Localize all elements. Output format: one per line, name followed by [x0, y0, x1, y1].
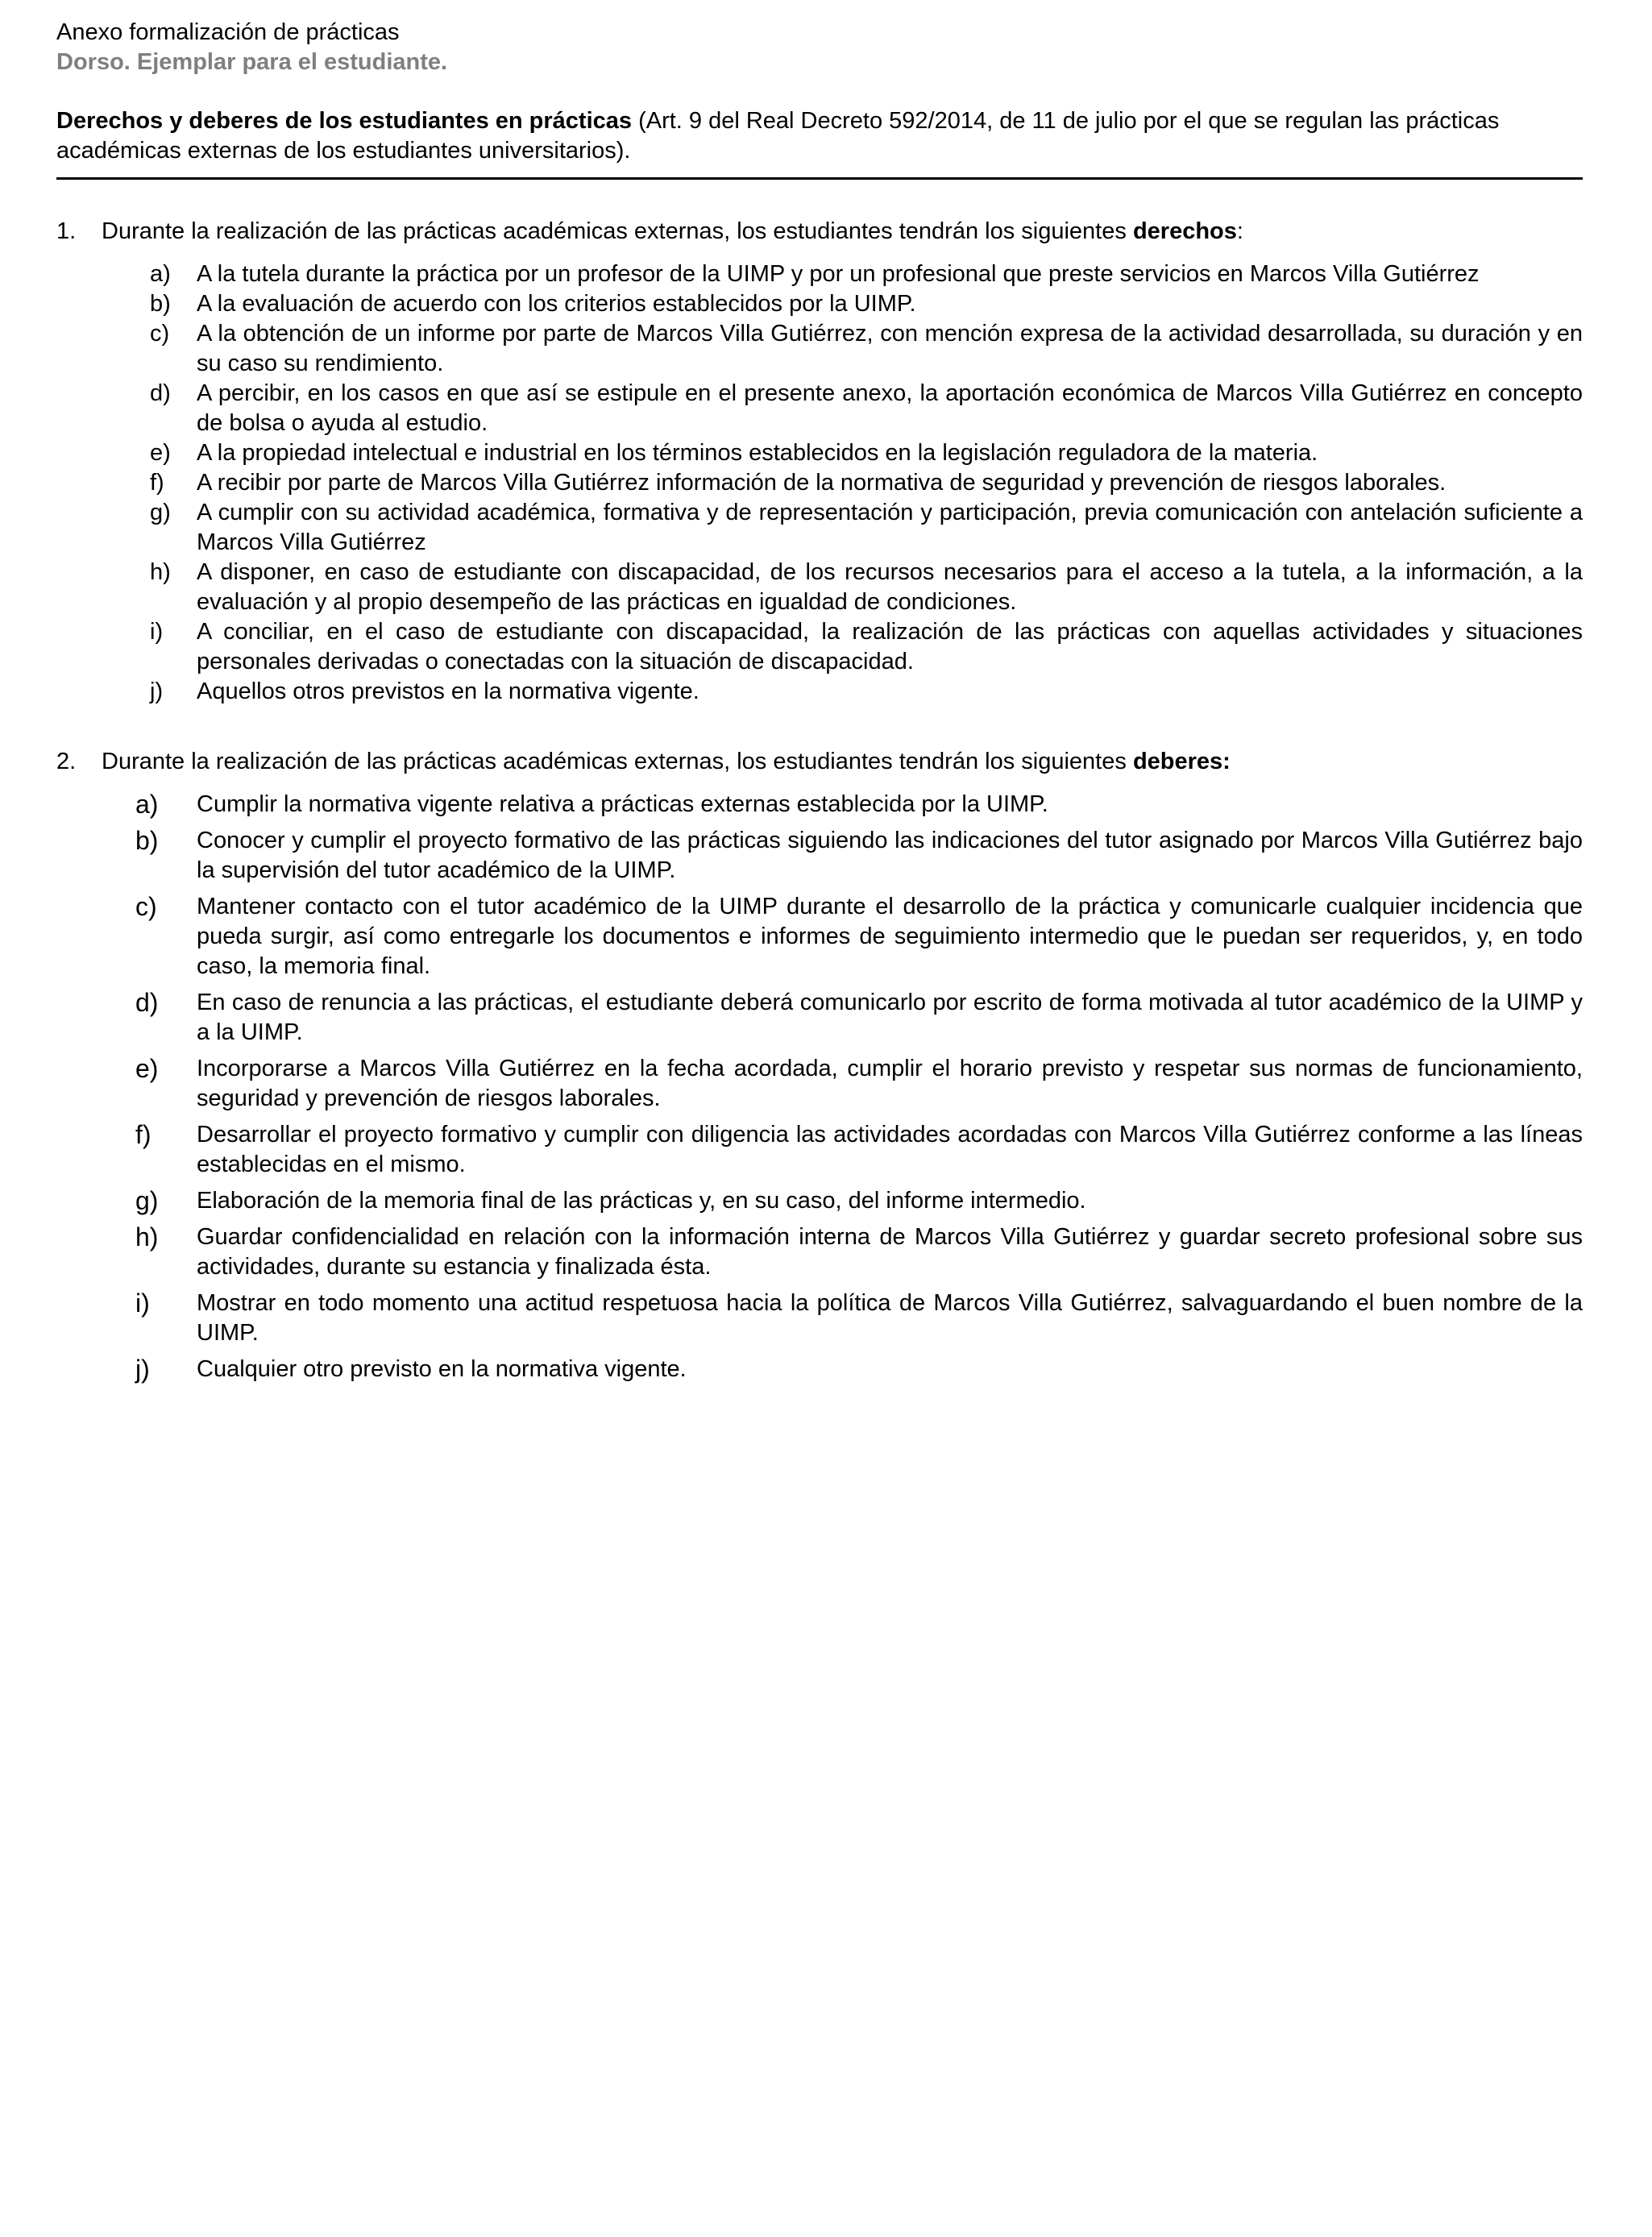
section-intro-normal: Durante la realización de las prácticas académicas externas, los estudiantes tendrán los siguientes — [102, 749, 1133, 774]
list-item — [135, 892, 1583, 982]
item-text: Cumplir la normativa vigente relativa a prácticas externas establecida por la UIMP. — [197, 791, 1048, 817]
section-items — [56, 259, 1583, 707]
list-item — [135, 826, 1583, 886]
section-items — [56, 790, 1583, 1384]
list-item — [150, 259, 1583, 289]
item-text: A la propiedad intelectual e industrial en los términos establecidos en la legislación reguladora de la materia. — [197, 440, 1318, 466]
section-intro-bold: deberes: — [1132, 749, 1231, 774]
list-item — [150, 677, 1583, 707]
section-intro — [56, 747, 1583, 777]
list-item — [135, 1186, 1583, 1216]
list-item — [135, 1289, 1583, 1348]
item-label: j) — [135, 1355, 150, 1384]
heading-normal-text: (Art. 9 del Real Decreto 592/2014, de 11 de julio por el que se regulan las prácticas académicas externas de los estudiantes universitarios). — [56, 108, 1500, 164]
section-intro-normal: Durante la realización de las prácticas académicas externas, los estudiantes tendrán los siguientes — [102, 218, 1133, 244]
section-number: 1. — [56, 218, 77, 244]
section-number: 2. — [56, 749, 77, 774]
section-intro-tail: : — [1236, 218, 1243, 244]
item-text: Guardar confidencialidad en relación con la información interna de Marcos Villa Gutiérrez y guardar secreto profesional sobre sus actividades, durante su estancia y finalizada ésta. — [197, 1224, 1583, 1280]
list-item — [150, 379, 1583, 438]
item-text: Mostrar en todo momento una actitud respetuosa hacia la política de Marcos Villa Gutiérrez, salvaguardando el buen nombre de la UIMP. — [197, 1290, 1583, 1346]
section-intro-text — [102, 747, 1231, 777]
list-item — [135, 1355, 1583, 1384]
item-text: A recibir por parte de Marcos Villa Gutiérrez información de la normativa de seguridad y prevención de riesgos laborales. — [197, 470, 1447, 496]
item-label: d) — [135, 988, 159, 1017]
list-item — [150, 468, 1583, 498]
list-item — [150, 438, 1583, 468]
item-label: f) — [150, 470, 164, 496]
item-label: g) — [150, 500, 171, 525]
item-text: Aquellos otros previstos en la normativa vigente. — [197, 679, 699, 704]
item-text: Mantener contacto con el tutor académico de la UIMP durante el desarrollo de la práctica y comunicarle cualquier incidencia que pueda surgir, así como entregarle los documentos e informes de seguimiento intermedio que le puedan ser requeridos, y, en todo caso, la memoria final. — [197, 894, 1583, 979]
list-item — [135, 988, 1583, 1048]
item-text: Incorporarse a Marcos Villa Gutiérrez en la fecha acordada, cumplir el horario previsto y respetar sus normas de funcionamiento, seguridad y prevención de riesgos laborales. — [197, 1056, 1583, 1111]
item-label: a) — [135, 790, 159, 819]
page-title: Anexo formalización de prácticas — [56, 19, 400, 45]
section-deberes — [56, 747, 1583, 1384]
item-text: A la obtención de un informe por parte de Marcos Villa Gutiérrez, con mención expresa de la actividad desarrollada, su duración y en su caso su rendimiento. — [197, 321, 1583, 376]
item-text: Cualquier otro previsto en la normativa vigente. — [197, 1356, 687, 1382]
item-label: d) — [150, 380, 171, 406]
item-label: c) — [150, 321, 170, 347]
list-item — [150, 319, 1583, 379]
item-label: e) — [135, 1054, 159, 1083]
item-text: A conciliar, en el caso de estudiante con discapacidad, la realización de las prácticas con aquellas actividades y situaciones personales derivadas o conectadas con la situación de discapacidad. — [197, 619, 1583, 674]
item-text: A percibir, en los casos en que así se estipule en el presente anexo, la aportación económica de Marcos Villa Gutiérrez en concepto de bolsa o ayuda al estudio. — [197, 380, 1583, 436]
item-label: i) — [135, 1289, 150, 1318]
page-subtitle: Dorso. Ejemplar para el estudiante. — [56, 49, 448, 75]
item-text: A cumplir con su actividad académica, formativa y de representación y participación, previa comunicación con antelación suficiente a Marcos Villa Gutiérrez — [197, 500, 1583, 555]
item-label: g) — [135, 1186, 159, 1215]
list-item — [150, 498, 1583, 558]
item-text: A la evaluación de acuerdo con los criterios establecidos por la UIMP. — [197, 291, 916, 317]
list-item — [150, 617, 1583, 677]
item-label: e) — [150, 440, 171, 466]
item-text: Conocer y cumplir el proyecto formativo de las prácticas siguiendo las indicaciones del tutor asignado por Marcos Villa Gutiérrez bajo la supervisión del tutor académico de la UIMP. — [197, 828, 1583, 883]
item-label: c) — [135, 892, 157, 921]
item-label: a) — [150, 261, 171, 287]
document-header — [56, 18, 1583, 77]
list-item — [135, 1222, 1583, 1282]
document-heading — [56, 106, 1583, 180]
item-label: j) — [150, 679, 164, 704]
item-text: Desarrollar el proyecto formativo y cumplir con diligencia las actividades acordadas con Marcos Villa Gutiérrez conforme a las líneas establecidas en el mismo. — [197, 1122, 1583, 1177]
item-label: i) — [150, 619, 164, 645]
list-item — [135, 1054, 1583, 1114]
item-label: f) — [135, 1120, 152, 1149]
item-text: Elaboración de la memoria final de las prácticas y, en su caso, del informe intermedio. — [197, 1188, 1086, 1214]
heading-bold-text: Derechos y deberes de los estudiantes en prácticas — [56, 108, 633, 134]
item-text: A disponer, en caso de estudiante con discapacidad, de los recursos necesarios para el acceso a la tutela, a la información, a la evaluación y al propio desempeño de las prácticas en igualdad de condiciones. — [197, 559, 1583, 615]
list-item — [135, 790, 1583, 820]
item-label: h) — [135, 1222, 159, 1251]
item-text: A la tutela durante la práctica por un profesor de la UIMP y por un profesional que preste servicios en Marcos Villa Gutiérrez — [197, 261, 1480, 287]
list-item — [135, 1120, 1583, 1180]
item-label: b) — [150, 291, 171, 317]
section-intro-text — [102, 217, 1243, 247]
list-item — [150, 289, 1583, 319]
section-intro-bold: derechos — [1132, 218, 1237, 244]
item-text: En caso de renuncia a las prácticas, el estudiante deberá comunicarlo por escrito de forma motivada al tutor académico de la UIMP y a la UIMP. — [197, 990, 1583, 1045]
section-intro — [56, 217, 1583, 247]
section-derechos — [56, 217, 1583, 707]
list-item — [150, 558, 1583, 617]
item-label: h) — [150, 559, 171, 585]
item-label: b) — [135, 826, 159, 855]
